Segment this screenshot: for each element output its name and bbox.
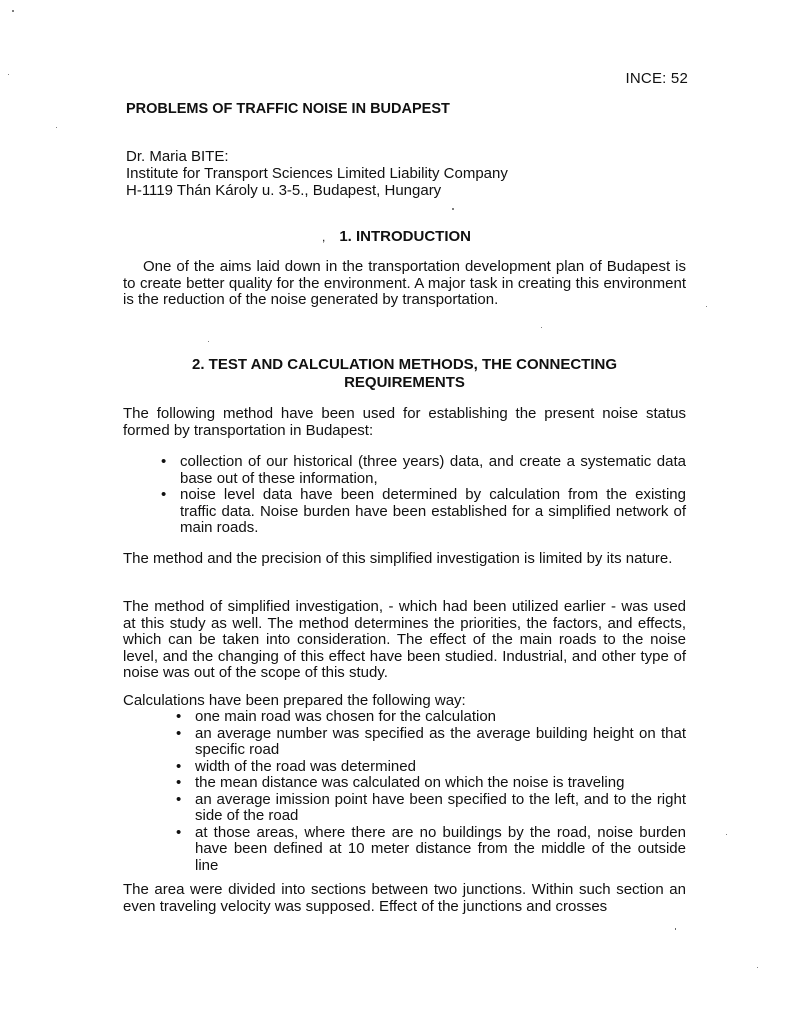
calculation-steps-list bbox=[175, 709, 686, 874]
precision-paragraph: The method and the precision of this simplified investigation is limited by its nature. bbox=[123, 550, 673, 567]
list-item bbox=[175, 709, 686, 726]
list-item bbox=[175, 759, 686, 776]
calculations-intro: Calculations have been prepared the following way: bbox=[123, 692, 466, 709]
list-item-text: the mean distance was calculated on which the noise is traveling bbox=[195, 774, 625, 791]
scan-speck bbox=[726, 834, 727, 835]
section-1-heading-text: 1. INTRODUCTION bbox=[339, 228, 471, 245]
list-item bbox=[175, 792, 686, 825]
area-sections-paragraph: The area were divided into sections between two junctions. Within such section an even traveling velocity was supposed. Effect of the junctions and crosses bbox=[123, 881, 686, 915]
author-address: H-1119 Thán Károly u. 3-5., Budapest, Hungary bbox=[126, 182, 442, 199]
list-item-text: noise level data have been determined by calculation from the existing traffic data. Noise burden have been established for a simplified network of main roads. bbox=[180, 486, 686, 536]
scan-speck bbox=[675, 928, 676, 930]
list-item bbox=[175, 775, 686, 792]
methods-list bbox=[160, 454, 686, 537]
list-item bbox=[160, 487, 686, 537]
author-block bbox=[126, 148, 508, 199]
paper-reference: INCE: 52 bbox=[625, 70, 688, 87]
bullet-icon: • bbox=[176, 790, 182, 808]
bullet-icon: • bbox=[176, 774, 182, 791]
section-2-heading-line-2: REQUIREMENTS bbox=[344, 374, 465, 391]
section-2-heading-line-1: 2. TEST AND CALCULATION METHODS, THE CONNECTING bbox=[192, 356, 617, 373]
list-item-text: one main road was chosen for the calculation bbox=[195, 708, 497, 725]
author-name: Dr. Maria BITE: bbox=[126, 148, 229, 165]
methods-intro-paragraph: The following method have been used for establishing the present noise status formed by transportation in Budapest: bbox=[123, 405, 686, 439]
scan-speck bbox=[56, 127, 57, 128]
list-item bbox=[160, 454, 686, 487]
stray-mark: , bbox=[321, 230, 326, 244]
list-item bbox=[175, 726, 686, 759]
scan-speck bbox=[541, 327, 542, 328]
list-item-text: width of the road was determined bbox=[195, 757, 416, 775]
list-item-text: an average imission point have been specified to the left, and to the right side of the road bbox=[195, 790, 686, 824]
list-item-text: an average number was specified as the average building height on that specific road bbox=[195, 724, 686, 758]
list-item-text: collection of our historical (three years) data, and create a systematic data base out of these information, bbox=[180, 453, 686, 487]
bullet-icon: • bbox=[161, 453, 167, 470]
bullet-icon: • bbox=[176, 757, 182, 775]
bullet-icon: • bbox=[176, 708, 182, 725]
bullet-icon: • bbox=[161, 486, 167, 503]
author-institution: Institute for Transport Sciences Limited Liability Company bbox=[126, 165, 508, 182]
list-item-text: at those areas, where there are no buildings by the road, noise burden have been defined at 10 meter distance from the middle of the outside line bbox=[195, 823, 686, 874]
section-1-heading bbox=[0, 228, 793, 245]
bullet-icon: • bbox=[176, 823, 182, 841]
scan-speck bbox=[757, 967, 758, 968]
bullet-icon: • bbox=[176, 724, 182, 742]
scan-speck bbox=[8, 74, 9, 75]
simplified-investigation-paragraph: The method of simplified investigation, - which had been utilized earlier - was used at this study as well. The method determines the priorities, the factors, and effects, which can be taken into consideration. The effect of the main roads to the noise level, and the changing of this effect have been studied. Industrial, and other type of noise was out of the scope of this study. bbox=[123, 598, 686, 681]
list-item bbox=[175, 825, 686, 875]
introduction-paragraph: One of the aims laid down in the transportation development plan of Budapest is to create better quality for the environment. A major task in creating this environment is the reduction of the noise generated by transportation. bbox=[123, 258, 686, 308]
scan-speck bbox=[12, 10, 14, 12]
scan-speck bbox=[208, 341, 209, 342]
section-2-heading bbox=[123, 356, 686, 392]
scan-speck bbox=[706, 306, 707, 307]
paper-title: PROBLEMS OF TRAFFIC NOISE IN BUDAPEST bbox=[126, 101, 450, 117]
scan-speck bbox=[452, 208, 454, 210]
